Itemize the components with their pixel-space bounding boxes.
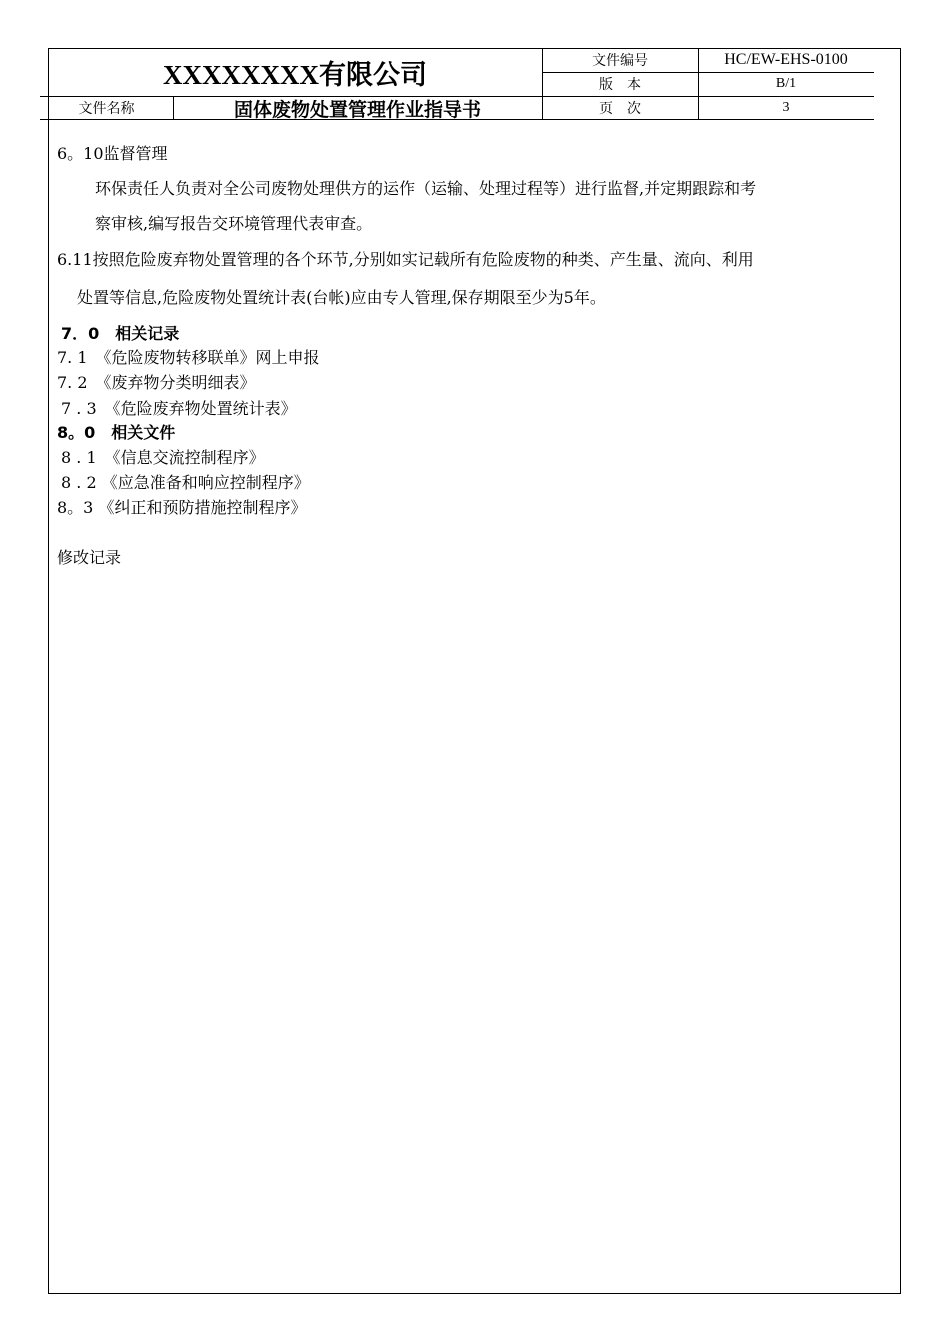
record-7-3: 7 . 3 《危险废弃物处置统计表》 <box>61 399 297 418</box>
file-8-3: 8。3 《纠正和预防措施控制程序》 <box>57 498 307 517</box>
revision-record-title: 修改记录 <box>57 548 122 567</box>
doc-name-label: 文件名称 <box>78 101 135 117</box>
file-8-1: 8 . 1 《信息交流控制程序》 <box>61 448 265 467</box>
version-value: B/1 <box>775 76 797 91</box>
section-6-10-title: 6。10监督管理 <box>57 144 168 163</box>
page-number: 3 <box>782 100 790 115</box>
document-header-table <box>40 48 874 120</box>
record-7-2: 7. 2 《废弃物分类明细表》 <box>57 373 256 392</box>
section-8-title: 8。0 相关文件 <box>57 423 176 442</box>
page-label: 页 次 <box>599 101 641 117</box>
section-6-11-text-line-2: 处置等信息,危险废物处置统计表(台帐)应由专人管理,保存期限至少为5年。 <box>77 288 606 307</box>
version-label: 版 本 <box>599 77 641 93</box>
section-6-10-text-line-1: 环保责任人负责对全公司废物处理供方的运作（运输、处理过程等）进行监督,并定期跟踪和考 <box>95 179 757 198</box>
section-6-10-text-line-2: 察审核,编写报告交环境管理代表审查。 <box>95 214 373 233</box>
record-7-1: 7. 1 《危险废物转移联单》网上申报 <box>57 348 320 367</box>
doc-title: 固体废物处置管理作业指导书 <box>233 98 481 121</box>
section-7-title: 7．0 相关记录 <box>61 324 180 343</box>
file-8-2: 8 . 2 《应急准备和响应控制程序》 <box>61 473 310 492</box>
doc-number: HC/EW-EHS-0100 <box>724 51 848 68</box>
section-6-11-text-line-1: 6.11按照危险废弃物处置管理的各个环节,分别如实记载所有危险废物的种类、产生量、流向、利用 <box>57 250 754 269</box>
page-frame <box>48 48 901 1294</box>
doc-number-label: 文件编号 <box>592 53 648 69</box>
company-name: XXXXXXXX有限公司 <box>163 59 427 90</box>
